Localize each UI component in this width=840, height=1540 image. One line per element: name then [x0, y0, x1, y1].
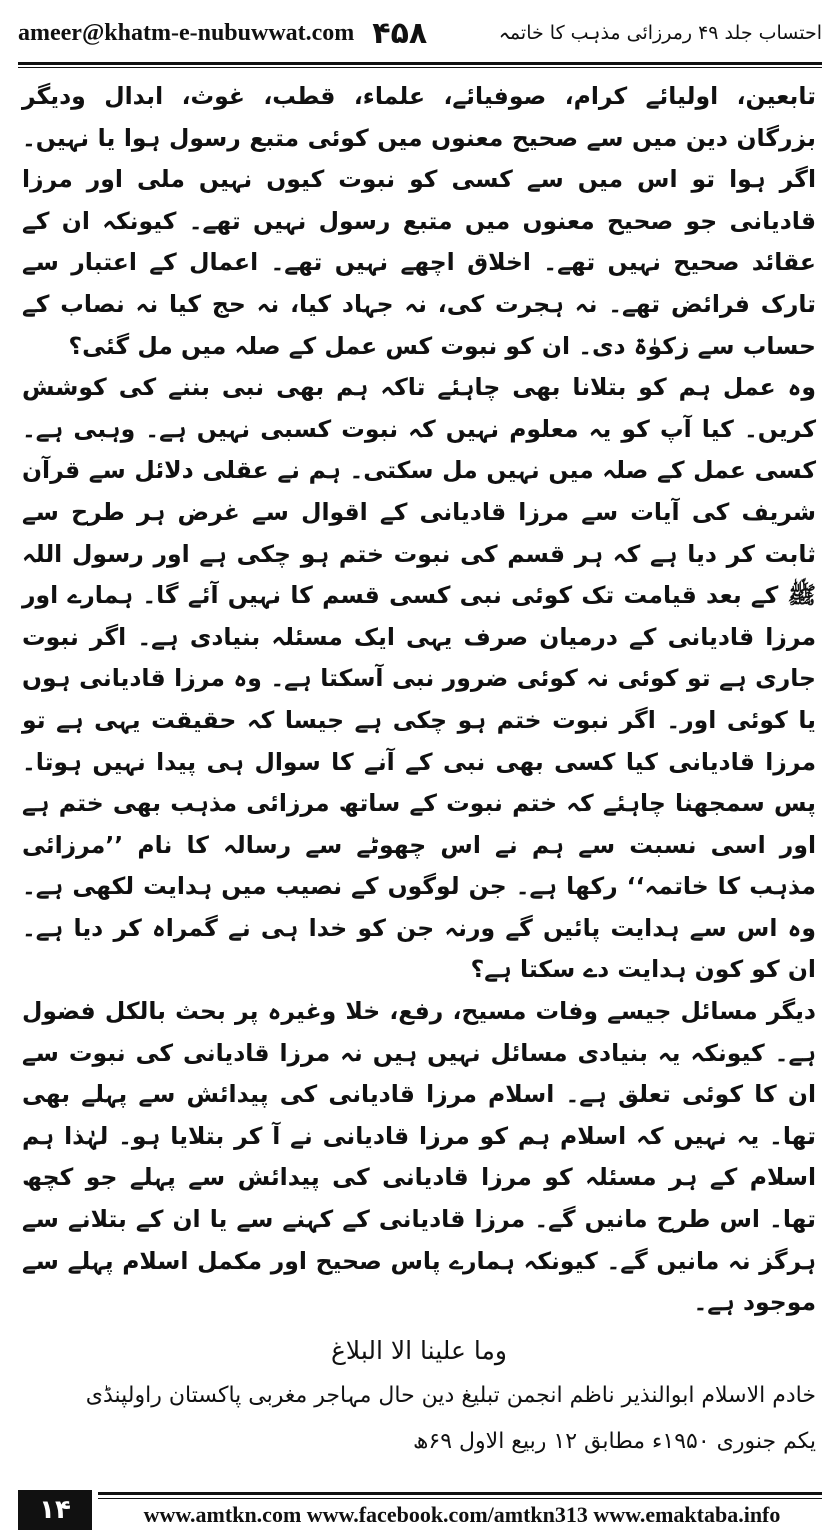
footer-urls: www.amtkn.com www.facebook.com/amtkn313 www.emaktaba.info — [143, 1502, 781, 1527]
header-email: ameer@khatm-e-nubuwwat.com — [18, 19, 355, 46]
header-rule-thick — [18, 62, 822, 65]
paragraph-1: تابعین، اولیائے کرام، صوفیائے، علماء، قطب، غوث، ابدال ودیگر بزرگان دین میں سے صحیح معنوں میں کوئی متبع رسول ہوا یا نہیں۔ اگر ہوا تو اس میں سے کسی کو نبوت کیوں نہیں ملی اور مرزا قادیانی جو صحیح معنوں میں متبع رسول نہیں تھے۔ کیونکہ ان کے عقائد صحیح نہیں تھے۔ اخلاق اچھے نہیں تھے۔ اعمال کے اعتبار سے تارک فرائض تھے۔ نہ ہجرت کی، نہ جہاد کیا، نہ حج کیا نہ نصاب کے حساب سے زکوٰۃ دی۔ ان کو نبوت کس عمل کے صلہ میں مل گئی؟ — [22, 82, 816, 360]
footer-rule-thick — [98, 1492, 822, 1495]
header-page-number: ۴۵۸ — [372, 15, 428, 51]
page-body — [22, 76, 816, 1463]
header-left — [18, 16, 427, 51]
page-footer — [18, 1490, 822, 1534]
signature-line: خادم الاسلام ابوالنذیر ناظم انجمن تبلیغ دین حال مہاجر مغربی پاکستان راولپنڈی — [85, 1383, 816, 1409]
header-rule-thin — [18, 67, 822, 68]
closing-phrase: وما علینا الا البلاغ — [331, 1335, 507, 1365]
date-line: یکم جنوری ۱۹۵۰ء مطابق ۱۲ ربیع الاول ۶۹ھ — [413, 1429, 816, 1454]
paragraph-3: دیگر مسائل جیسے وفات مسیح، رفع، خلا وغیرہ پر بحث بالکل فضول ہے۔ کیونکہ یہ بنیادی مسائل نہیں ہیں نہ مرزا قادیانی کی نبوت سے ان کا کوئی تعلق ہے۔ اسلام مرزا قادیانی کی پیدائش سے پہلے بھی تھا۔ یہ نہیں کہ اسلام ہم کو مرزا قادیانی نے آ کر بتلایا ہو۔ لہٰذا ہم اسلام کے ہر مسئلہ کو مرزا قادیانی کی پیدائش سے پہلے جو کچھ تھا۔ اس طرح مانیں گے۔ مرزا قادیانی کے کہنے سے یا ان کے بتلانے سے ہرگز نہ مانیں گے۔ کیونکہ ہمارے پاس صحیح اور مکمل اسلام پہلے سے موجود ہے۔ — [22, 997, 816, 1317]
page-header — [18, 8, 822, 58]
paragraph-2: وہ عمل ہم کو بتلانا بھی چاہئے تاکہ ہم بھی نبی بننے کی کوشش کریں۔ کیا آپ کو یہ معلوم نہیں کہ نبوت کسبی نہیں ہے۔ وہبی ہے۔ کسی عمل کے صلہ میں نہیں مل سکتی۔ ہم نے عقلی دلائل سے قرآن شریف کی آیات سے مرزا قادیانی کے اقوال سے غرض ہر طرح سے ثابت کر دیا ہے کہ ہر قسم کی نبوت ختم ہو چکی ہے اور رسول اللہ ﷺ کے بعد قیامت تک کوئی نبی کسی قسم کا نہیں آئے گا۔ ہمارے اور مرزا قادیانی کے درمیان صرف یہی ایک مسئلہ بنیادی ہے۔ اگر نبوت جاری ہے تو کوئی نہ کوئی ضرور نبی آسکتا ہے۔ وہ مرزا قادیانی ہوں یا کوئی اور۔ اگر نبوت ختم ہو چکی ہے جیسا کہ حقیقت یہی ہے تو مرزا قادیانی کیا کسی بھی نبی کے آنے کا سوال ہی پیدا نہیں ہوتا۔ پس سمجھنا چاہئے کہ ختم نبوت کے ساتھ مرزائی مذہب بھی ختم ہے اور اسی نسبت سے ہم نے اس چھوٹے سے رسالہ کا نام ’’مرزائی مذہب کا خاتمہ‘‘ رکھا ہے۔ جن لوگوں کے نصیب میں ہدایت لکھی ہے۔ وہ اس سے ہدایت پائیں گے ورنہ جن کو خدا ہی نے گمراہ کر دیا ہے۔ ان کو کون ہدایت دے سکتا ہے؟ — [22, 373, 816, 984]
footer-rule-thin — [98, 1498, 822, 1499]
running-title: احتساب جلد ۴۹ رمرزائی مذہب کا خاتمہ — [498, 22, 822, 44]
footer-page-number: ۱۴ — [18, 1490, 92, 1530]
